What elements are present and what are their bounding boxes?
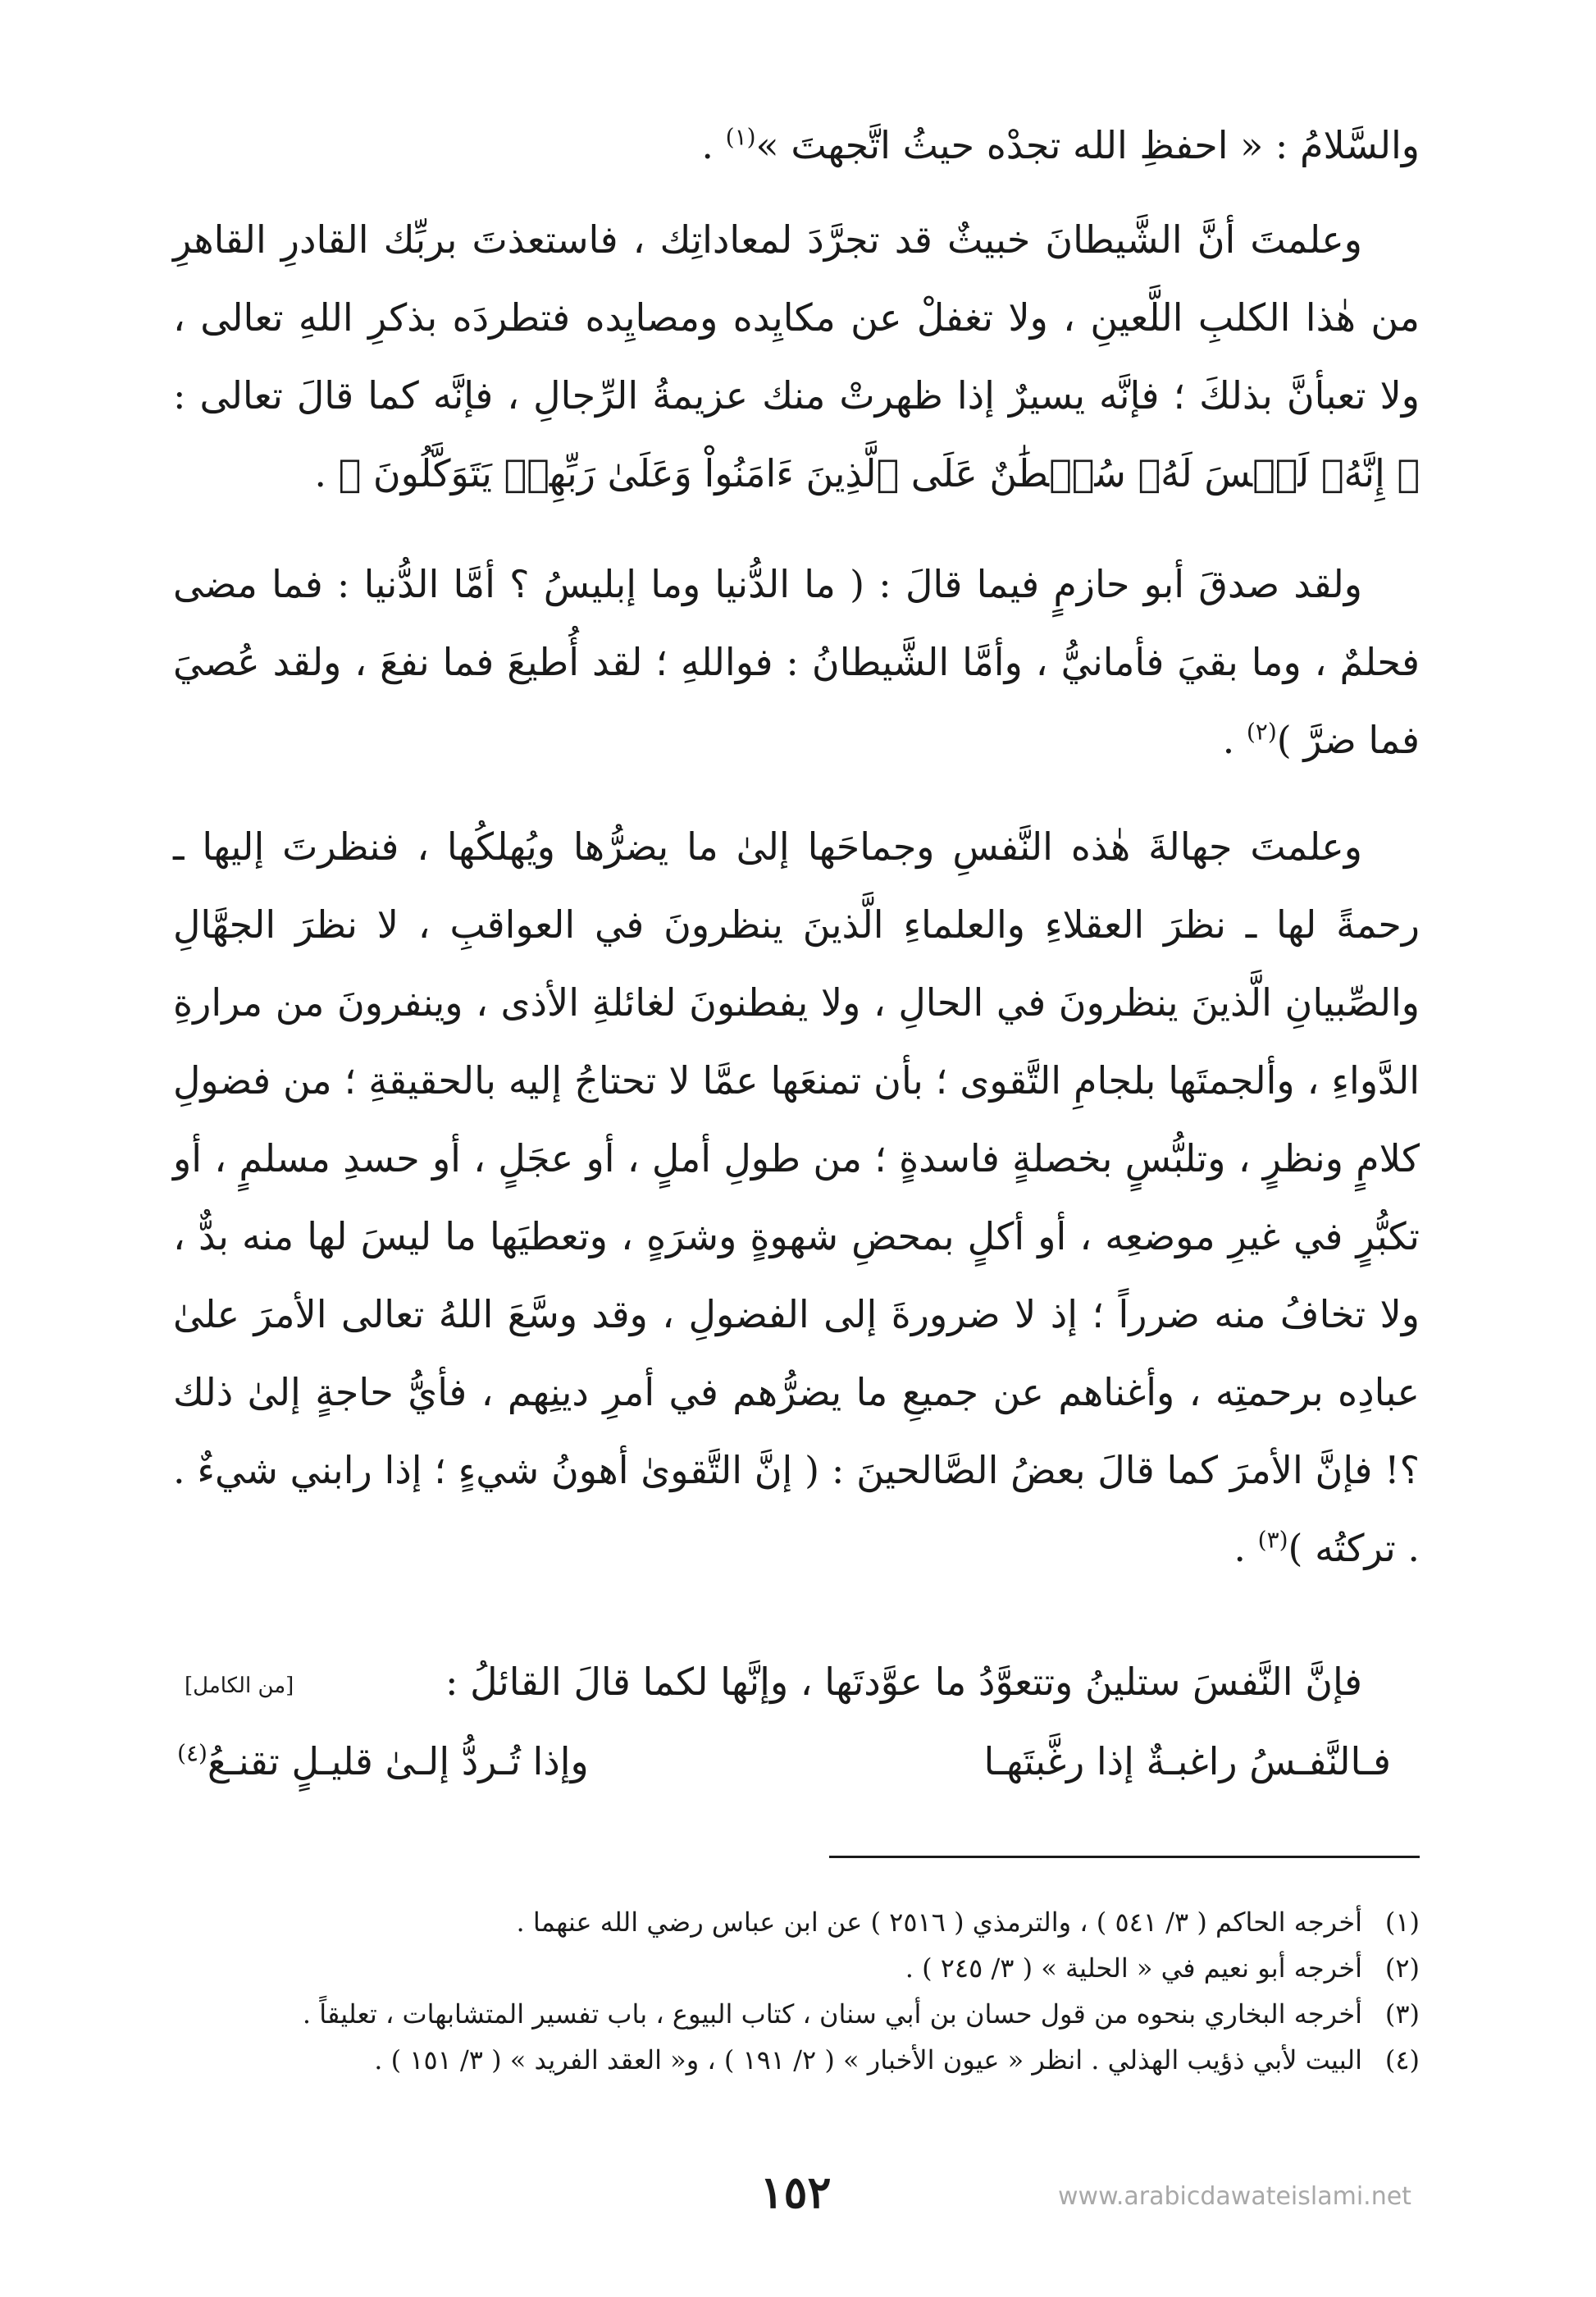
paragraph-2-text: ولقد صدقَ أبو حازمٍ فيما قالَ : ( ما الدُّنيا وما إبليسُ ؟ أمَّا الدُّنيا : فما مضى فحلمٌ ، وما بقيَ فأمانيُّ ، وأمَّا الشَّيطانُ : فواللهِ ؛ لقد أُطيعَ فما نفعَ ، ولقد عُصيَ فما ضرَّ ) xyxy=(173,562,1420,762)
intro-text: والسَّلامُ : « احفظِ الله تجدْه حيثُ اتَّجهتَ » xyxy=(755,123,1420,167)
verse-second-hemistich xyxy=(177,1739,589,1783)
paragraph-2-end: . xyxy=(1222,718,1247,762)
footnote-ref-3: (٣) xyxy=(1257,1526,1288,1554)
footnote-separator xyxy=(829,1856,1420,1858)
verse-intro xyxy=(173,1653,1420,1710)
paragraph-1-text: وعلمتَ أنَّ الشَّيطانَ خبيثٌ قد تجرَّدَ لمعاداتِك ، فاستعذتَ بربِّك القادرِ القاهرِ من هٰذا الكلبِ اللَّعينِ ، ولا تغفلْ عن مكايِده ومصايِده فتطردَه بذكرِ اللهِ تعالى ، ولا تعبأنَّ بذلكَ ؛ فإنَّه يسيرٌ إذا ظهرتْ منك عزيمةُ الرِّجالِ ، فإنَّه كما قالَ تعالى : ﴿ إِنَّهُۥ لَيۡسَ لَهُۥ سُلۡطَٰنٌ عَلَى ٱلَّذِينَ ءَامَنُواْ وَعَلَىٰ رَبِّهِمۡ يَتَوَكَّلُونَ ﴾ . xyxy=(173,217,1420,495)
paragraph-3 xyxy=(173,808,1420,1587)
footnote-text: أخرجه أبو نعيم في « الحلية » ( ٣/ ٢٤٥ ) . xyxy=(905,1952,1362,1984)
poem-meter-label: [من الكامل] xyxy=(185,1674,294,1698)
paragraph-2 xyxy=(173,546,1420,779)
footnote-text: أخرجه الحاكم ( ٣/ ٥٤١ ) ، والترمذي ( ٢٥١٦ ) عن ابن عباس رضي الله عنهما . xyxy=(516,1907,1362,1938)
footnote-number: (٤) xyxy=(1384,2044,1420,2076)
intro-end: . xyxy=(701,123,726,167)
footnote-number: (٣) xyxy=(1384,1998,1420,2030)
website-watermark: www.arabicdawateislami.net xyxy=(1058,2182,1411,2211)
intro-paragraph xyxy=(173,107,1420,185)
intro-line xyxy=(173,107,1420,185)
footnote-ref-1: (١) xyxy=(725,123,756,151)
verse-second-text: وإذا تُـردُّ إلـىٰ قليـلٍ تقنـعُ xyxy=(207,1739,589,1783)
footnote-number: (١) xyxy=(1384,1907,1420,1938)
page-number: ١٥٢ xyxy=(759,2166,832,2218)
paragraph-1 xyxy=(173,201,1420,513)
footnote-text: أخرجه البخاري بنحوه من قول حسان بن أبي سنان ، كتاب البيوع ، باب تفسير المتشابهات ، تعليقاً . xyxy=(302,1998,1362,2030)
footnote-1 xyxy=(165,1899,1420,1945)
verse-first-hemistich: فـالنَّفـسُ راغبـةٌ إذا رغَّبتَهـا xyxy=(983,1739,1391,1783)
poem-verse xyxy=(177,1739,1391,1805)
paragraph-3-end: . xyxy=(1233,1526,1258,1570)
footnote-ref-2: (٢) xyxy=(1246,718,1277,746)
footnote-number: (٢) xyxy=(1384,1952,1420,1984)
footnote-3 xyxy=(165,1991,1420,2037)
footnotes xyxy=(165,1899,1420,2083)
verse-intro-text: فإنَّ النَّفسَ ستلينُ وتتعوَّدُ ما عوَّدتَها ، وإنَّها لكما قالَ القائلُ : xyxy=(445,1660,1362,1704)
footnote-text: البيت لأبي ذؤيب الهذلي . انظر « عيون الأخبار » ( ٢/ ١٩١ ) ، و« العقد الفريد » ( ٣/ ١٥١ ) . xyxy=(374,2044,1362,2076)
footnote-4 xyxy=(165,2037,1420,2083)
footnote-ref-4: (٤) xyxy=(177,1739,207,1767)
footnote-2 xyxy=(165,1945,1420,1991)
paragraph-3-text: وعلمتَ جهالةَ هٰذه النَّفسِ وجماحَها إلىٰ ما يضرُّها ويُهلكُها ، فنظرتَ إليها ـ رحمةً لها ـ نظرَ العقلاءِ والعلماءِ الَّذينَ ينظرونَ في العواقبِ ، لا نظرَ الجهَّالِ والصِّبيانِ الَّذينَ ينظرونَ في الحالِ ، ولا يفطنونَ لغائلةِ الأذى ، وينفرونَ من مرارةِ الدَّواءِ ، وألجمتَها بلجامِ التَّقوى ؛ بأن تمنعَها عمَّا لا تحتاجُ إليه بالحقيقةِ ؛ من فضولِ كلامٍ ونظرٍ ، وتلبُّسٍ بخصلةٍ فاسدةٍ ؛ من طولِ أملٍ ، أو عجَلٍ ، أو حسدِ مسلمٍ ، أو تكبُّرٍ في غيرِ موضعِه ، أو أكلٍ بمحضِ شهوةٍ وشرَهٍ ، وتعطيَها ما ليسَ لها منه بدٌّ ، ولا تخافُ منه ضرراً ؛ إذ لا ضرورةَ إلى الفضولِ ، وقد وسَّعَ اللهُ تعالى الأمرَ علىٰ عبادِه برحمتِه ، وأغناهم عن جميعِ ما يضرُّهم في أمرِ دينِهم ، فأيُّ حاجةٍ إلىٰ ذلك ؟! فإنَّ الأمرَ كما قالَ بعضُ الصَّالحينَ : ( إنَّ التَّقوىٰ أهونُ شيءٍ ؛ إذا رابني شيءٌ . . تركتُه ) xyxy=(173,824,1420,1570)
